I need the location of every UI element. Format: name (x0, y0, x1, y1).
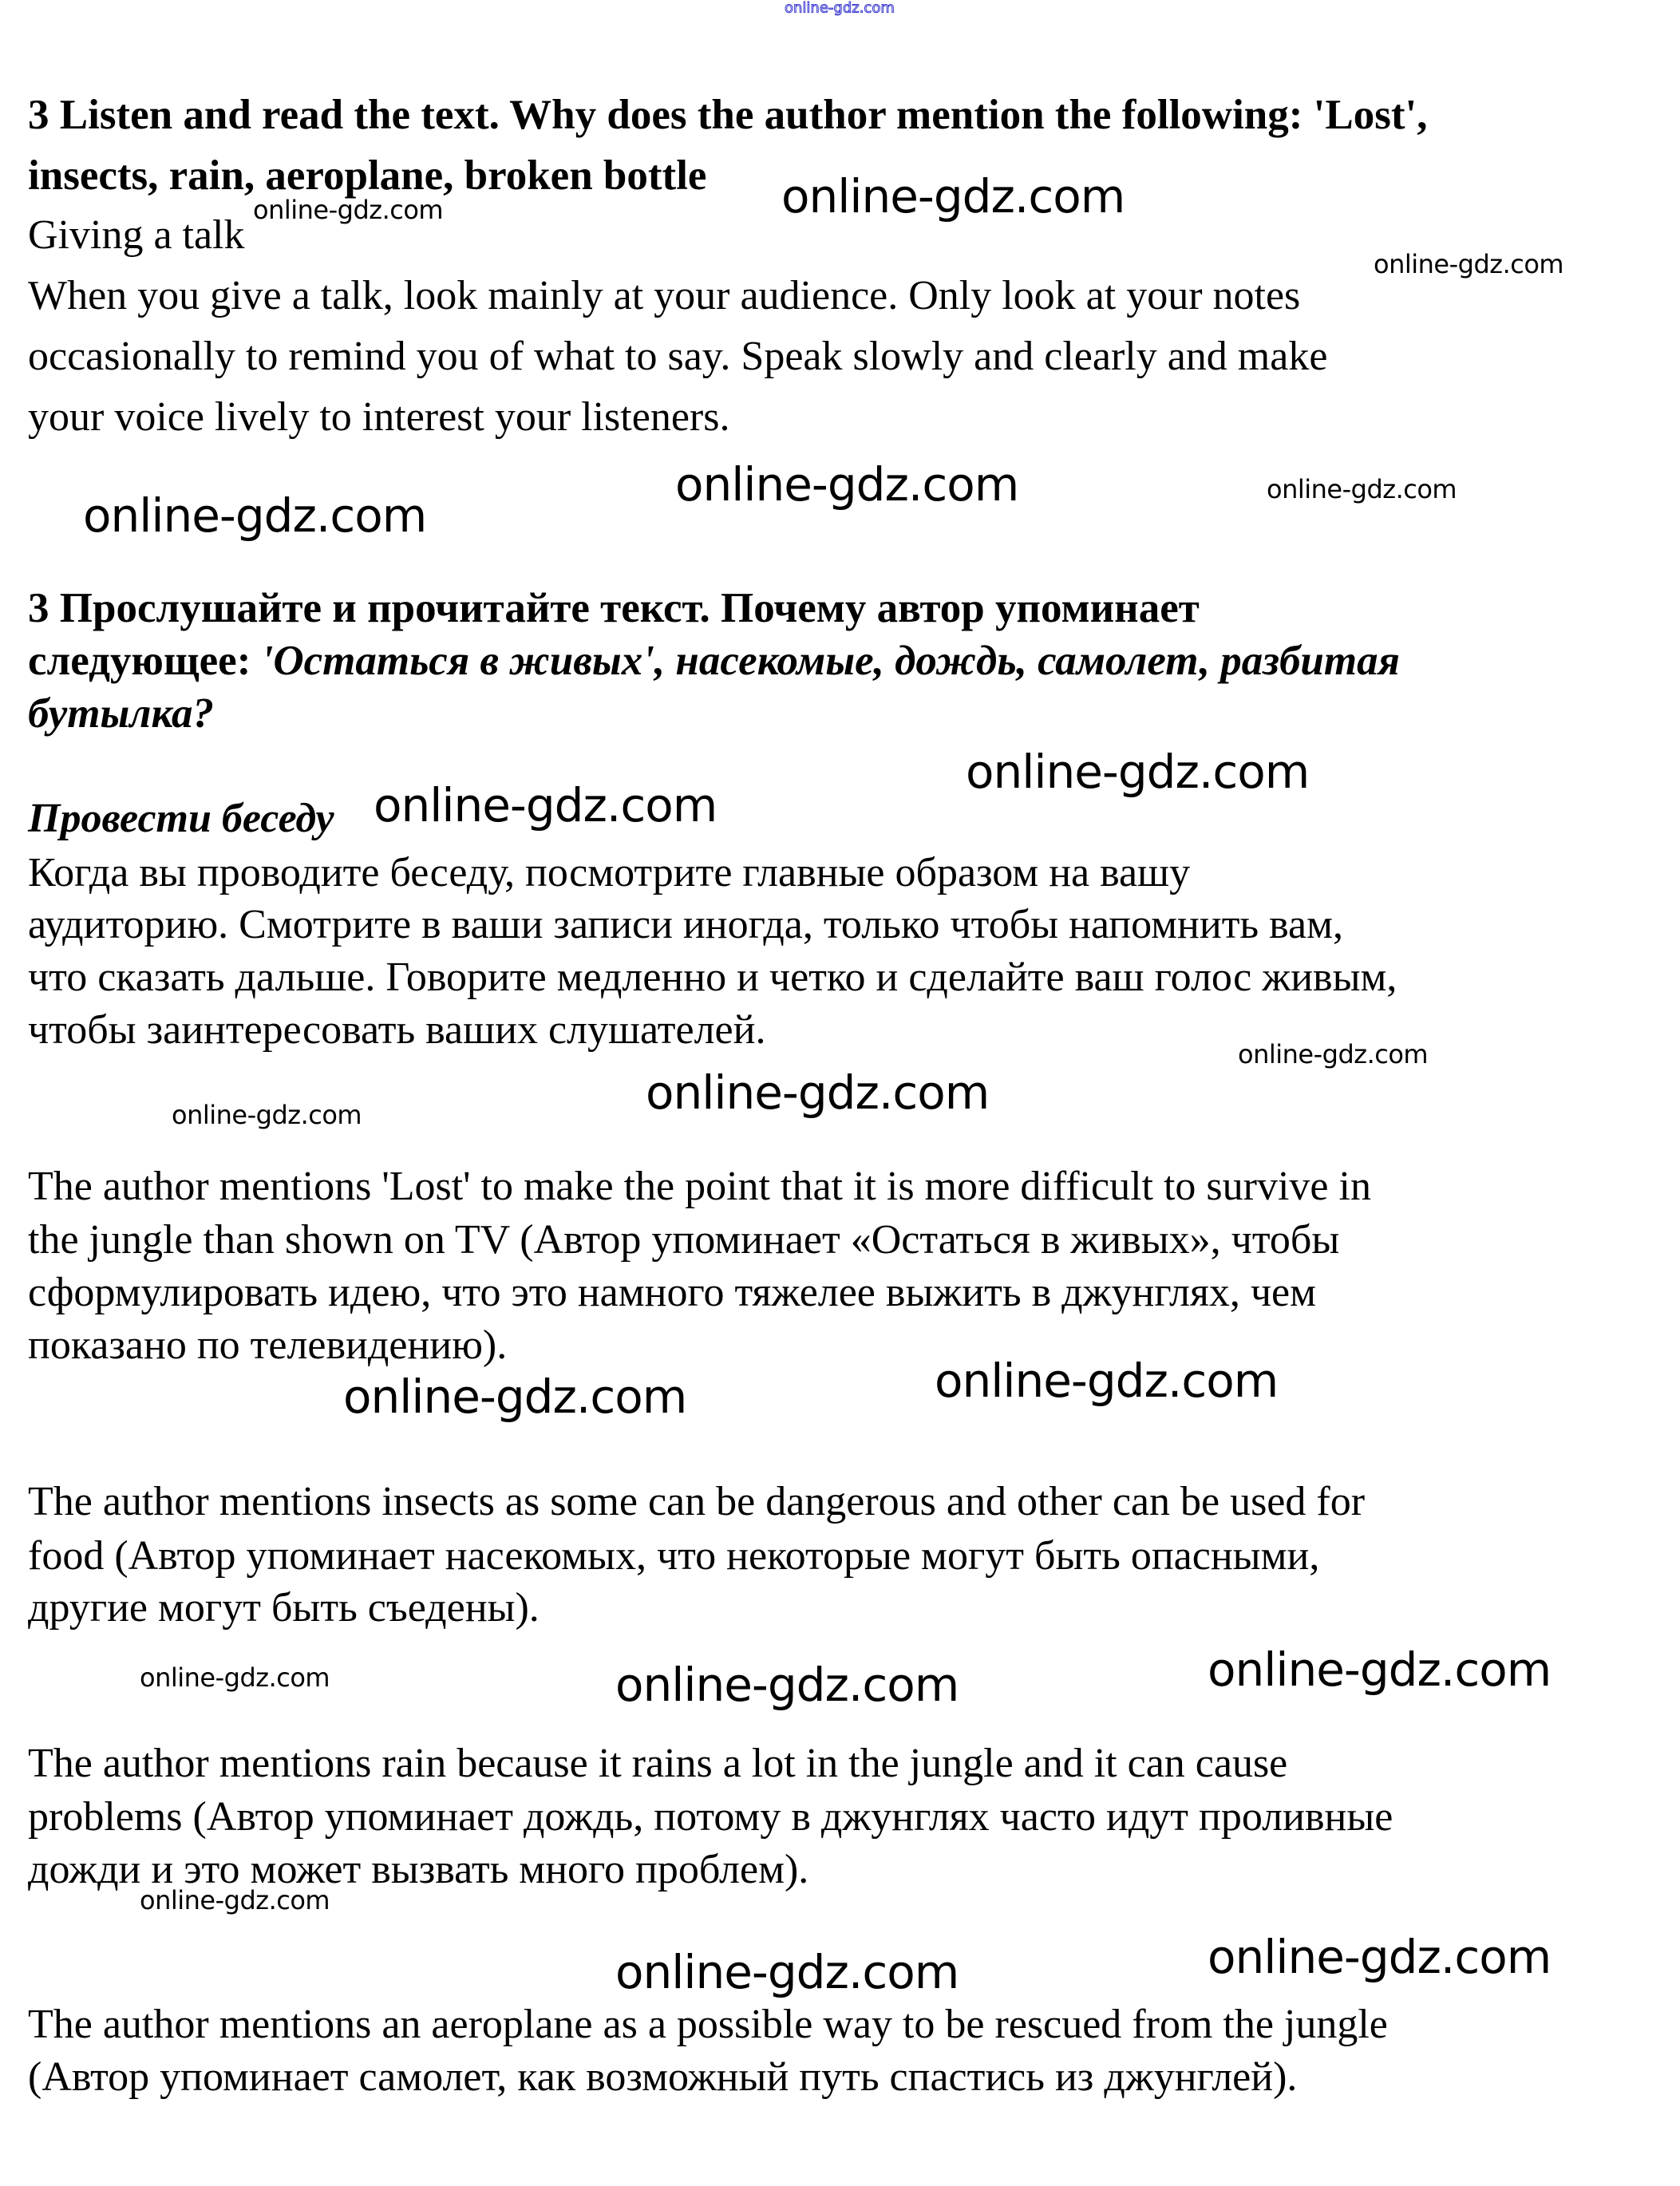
text-title-ru: Провести беседу (28, 796, 334, 841)
exercise-heading-ru (28, 637, 1400, 685)
answer-line: The author mentions insects as some can be dangerous and other can be used for (28, 1479, 1366, 1524)
paragraph-line: When you give a talk, look mainly at your audience. Only look at your notes (28, 273, 1301, 318)
answer-line: (Автор упоминает самолет, как возможный путь спастись из джунглей). (28, 2054, 1298, 2100)
watermark: online-gdz.com (615, 1945, 959, 1999)
watermark: online-gdz.com (781, 169, 1125, 223)
paragraph-line: your voice lively to interest your listeners. (28, 394, 730, 440)
watermark: online-gdz.com (1208, 1642, 1552, 1697)
answer-line: the jungle than shown on TV (Автор упоминает «Остаться в живых», чтобы (28, 1217, 1340, 1263)
exercise-heading-en: 3 Listen and read the text. Why does the author mention the following: 'Lost', (28, 92, 1428, 138)
exercise-heading-ru: 3 Прослушайте и прочитайте текст. Почему автор упоминает (28, 585, 1200, 631)
watermark: online-gdz.com (172, 1100, 362, 1130)
answer-line: problems (Автор упоминает дождь, потому в джунглях часто идут проливные (28, 1794, 1393, 1840)
watermark: online-gdz.com (1238, 1039, 1429, 1069)
paragraph-line: Когда вы проводите беседу, посмотрите главные образом на вашу (28, 850, 1191, 895)
watermark: online-gdz.com (966, 745, 1310, 799)
answer-line: другие могут быть съедены). (28, 1585, 540, 1631)
paragraph-line: occasionally to remind you of what to say. Speak slowly and clearly and make (28, 334, 1328, 379)
watermark: online-gdz.com (374, 778, 717, 832)
watermark: online-gdz.com (785, 0, 895, 17)
watermark: online-gdz.com (615, 1658, 959, 1712)
paragraph-line: чтобы заинтересовать ваших слушателей. (28, 1007, 766, 1053)
exercise-heading-ru (28, 690, 214, 737)
answer-line: The author mentions an aeroplane as a possible way to be rescued from the jungle (28, 2002, 1388, 2047)
watermark: online-gdz.com (140, 1885, 330, 1915)
watermark: online-gdz.com (935, 1354, 1279, 1408)
heading-italic: 'Остаться в живых', насекомые, дождь, самолет, разбитая (261, 638, 1400, 684)
watermark: online-gdz.com (1374, 249, 1564, 279)
watermark: online-gdz.com (1208, 1930, 1552, 1984)
watermark: online-gdz.com (646, 1065, 990, 1120)
answer-line: показано по телевидению). (28, 1322, 508, 1368)
answer-line: The author mentions 'Lost' to make the point that it is more difficult to survive in (28, 1164, 1371, 1209)
heading-italic: бутылка? (28, 690, 215, 737)
heading-lead: следующее: (28, 638, 262, 684)
watermark: online-gdz.com (675, 457, 1019, 512)
watermark: online-gdz.com (1267, 474, 1457, 504)
paragraph-line: что сказать дальше. Говорите медленно и четко и сделайте ваш голос живым, (28, 955, 1397, 1000)
paragraph-line: аудиторию. Смотрите в ваши записи иногда, только чтобы напомнить вам, (28, 902, 1344, 947)
answer-line: сформулировать идею, что это намного тяжелее выжить в джунглях, чем (28, 1270, 1317, 1315)
answer-line: food (Автор упоминает насекомых, что некоторые могут быть опасными, (28, 1533, 1320, 1579)
answer-line: дожди и это может вызвать много проблем). (28, 1847, 809, 1892)
watermark: online-gdz.com (343, 1370, 687, 1424)
exercise-heading-en: insects, rain, aeroplane, broken bottle (28, 152, 707, 199)
answer-line: The author mentions rain because it rains a lot in the jungle and it can cause (28, 1741, 1288, 1786)
watermark: online-gdz.com (83, 488, 427, 543)
watermark: online-gdz.com (253, 195, 444, 225)
text-title-en: Giving a talk (28, 212, 245, 258)
watermark: online-gdz.com (140, 1662, 330, 1693)
